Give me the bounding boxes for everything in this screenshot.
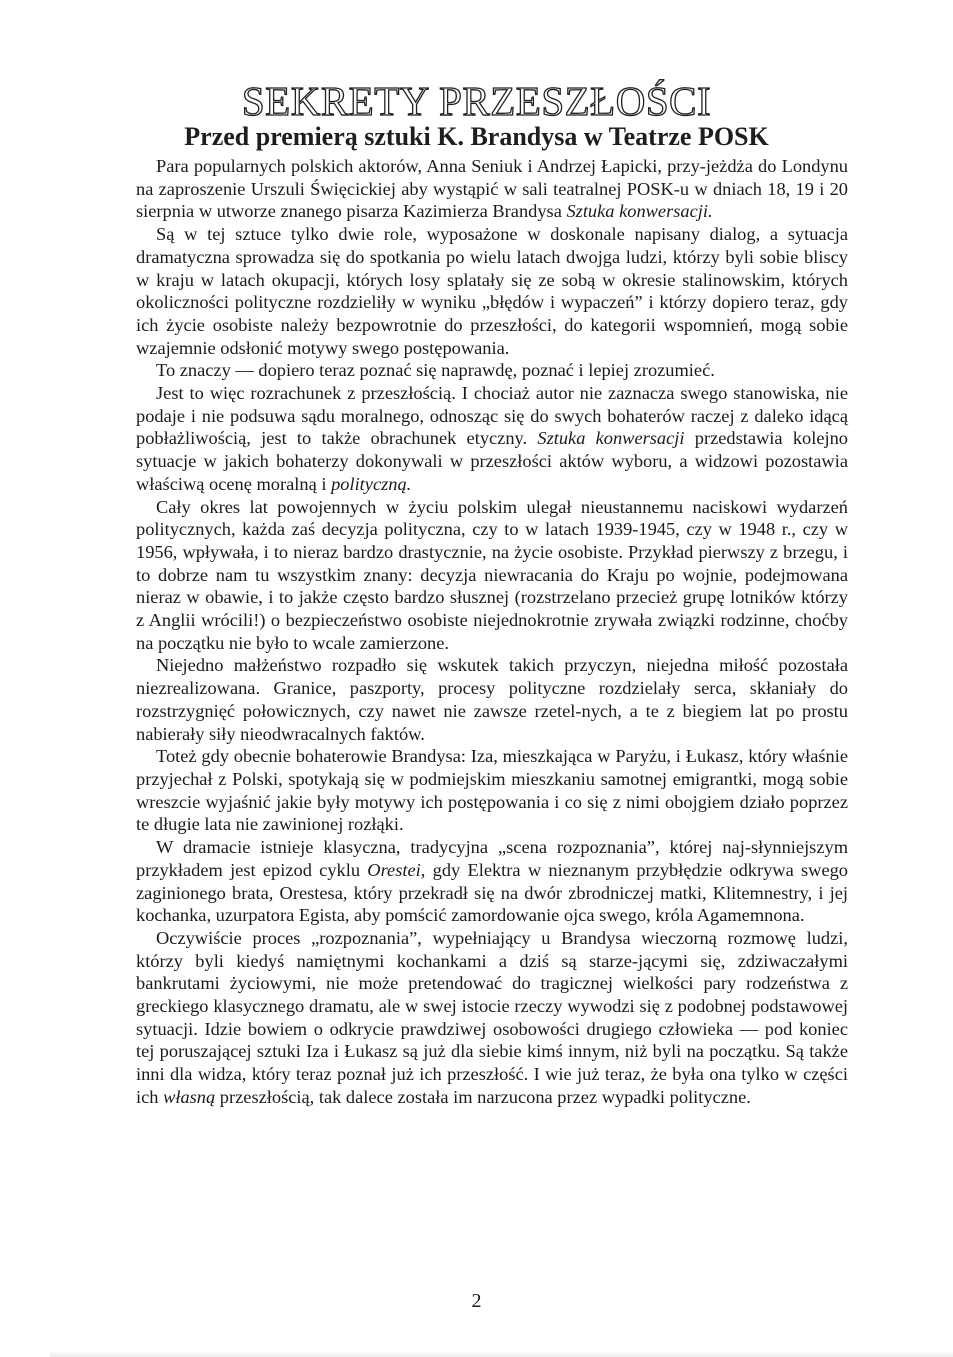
text-run: przeszłością, tak dalece została im narzucona przez wypadki polityczne.: [215, 1086, 751, 1107]
text-run: Oczywiście proces „rozpoznania”, wypełniający u Brandysa wieczorną rozmowę ludzi, którzy byli kiedyś namiętnymi kochankami a dziś są starze-jącymi się, zdziwaczałymi bankrutami życiowymi, nie może pretendować do tragicznej wielkości pary rodzeństwa z greckiego klasycznego dramatu, ale w swej istocie rzeczy wywodzi się z podobnej podstawowej sytuacji. Idzie bowiem o odkrycie prawdziwej osobowości drugiego człowieka — pod koniec tej poruszającej sztuki Iza i Łukasz są już dla siebie kimś innym, niż byli na początku. Są także inni dla widza, który teraz poznał już ich przeszłość. I wie już teraz, że była ona tylko w części ich: [136, 927, 848, 1107]
paragraph: [136, 155, 848, 223]
italic-text-run: własną: [163, 1086, 216, 1107]
text-run: Cały okres lat powojennych w życiu polskim ulegał nieustannemu naciskowi wydarzeń politycznych, każda zaś decyzja polityczna, czy to w latach 1939-1945, czy w 1948 r., czy w 1956, wpływała, i to nieraz bardzo drastycznie, na życie osobiste. Przykład pierwszy z brzegu, i to dobrze nam tu wszystkim znany: decyzja niewracania do Kraju po wojnie, podejmowana nieraz w obawie, i to jakże często bardzo słusznej (rozstrzelano przecież grupę lotników którzy z Anglii wrócili!) o bezpieczeństwo osobiste niejednokrotnie zrywała związki rodzinne, choćby na początku nie było to wcale zamierzone.: [136, 496, 848, 653]
italic-text-run: Orestei: [367, 859, 421, 880]
article-body: [136, 155, 848, 1109]
text-run: Są w tej sztuce tylko dwie role, wyposażone w doskonale napisany dialog, a sytuacja dramatyczna sprowadza się do spotkania po wielu latach dwojga ludzi, którzy byli sobie bliscy w kraju w latach okupacji, których losy splatały się ze sobą w okresie stalinowskim, których okoliczności polityczne rozdzieliły w wyniku „błędów i wypaczeń” i którzy dopiero teraz, gdy ich życie osobiste należy bezpowrotnie do przeszłości, do kategorii wspomnień, mogą sobie wzajemnie odsłonić motywy swego postępowania.: [136, 224, 848, 358]
paragraph: [136, 359, 848, 382]
article-subtitle: Przed premierą sztuki K. Brandysa w Teatrze POSK: [184, 121, 769, 151]
paragraph: [136, 836, 848, 927]
text-run: Toteż gdy obecnie bohaterowie Brandysa: Iza, mieszkająca w Paryżu, i Łukasz, który właśnie przyjechał z Polski, spotykają się w podmiejskim mieszkaniu samotnej emigrantki, mogą sobie wreszcie wyjaśnić jakie były motywy ich postępowania i co się z nimi obojgiem działo poprzez te długie lata nie zawinionej rozłąki.: [136, 746, 848, 835]
text-run: Niejedno małżeństwo rozpadło się wskutek takich przyczyn, niejedna miłość pozostała niezrealizowana. Granice, paszporty, procesy polityczne rozdzielały serca, skłaniały do rozstrzygnięć połowicznych, czy nawet nie zawsze rzetel-nych, a te z biegiem lat po prostu nabierały siły nieodwracalnych faktów.: [136, 655, 848, 744]
italic-text-run: Sztuka konwersacji: [537, 428, 685, 449]
text-run: przedstawia kolejno sytuacje w jakich bohaterzy dokonywali w przeszłości aktów wyboru, a widzowi pozostawia właściwą ocenę moralną i: [136, 428, 848, 494]
scan-edge-shadow: [50, 1350, 953, 1357]
text-run: , gdy Elektra w nieznanym przybłędzie odkrywa swego zaginionego brata, Orestesa, który przekradł się na dwór zbrodniczej matki, Klitemnestry, i jej kochanka, uzurpatora Egista, aby pomścić zamordowanie ojca swego, króla Agamemnona.: [136, 859, 848, 926]
page-number: 2: [471, 1290, 482, 1312]
italic-text-run: polityczną.: [331, 473, 412, 494]
paragraph: [136, 927, 848, 1109]
text-run: To znaczy — dopiero teraz poznać się naprawdę, poznać i lepiej zrozumieć.: [156, 360, 715, 381]
paragraph: [136, 382, 848, 496]
italic-text-run: Sztuka konwersacji.: [566, 201, 713, 222]
paragraph: [136, 745, 848, 836]
text-run: W dramacie istnieje klasyczna, tradycyjna „scena rozpoznania”, której naj-słynniejszym przykładem jest epizod cyklu: [136, 837, 848, 880]
article-title: SEKRETY PRZESZŁOŚCI: [241, 78, 712, 125]
paragraph: [136, 496, 848, 655]
paragraph: [136, 223, 848, 359]
paragraph: [136, 654, 848, 745]
text-run: Jest to więc rozrachunek z przeszłością. I chociaż autor nie zaznacza swego stanowiska, nie podaje i nie podsuwa sądu moralnego, odnosząc się do swych bohaterów raczej z daleko idącą pobłażliwością, jest to także obrachunek etyczny.: [136, 383, 848, 449]
text-run: Para popularnych polskich aktorów, Anna Seniuk i Andrzej Łapicki, przy-jeżdża do Londynu na zaproszenie Urszuli Święcickiej aby wystąpić w sali teatralnej POSK-u w dniach 18, 19 i 20 sierpnia w utworze znanego pisarza Kazimierza Brandysa: [136, 156, 848, 222]
